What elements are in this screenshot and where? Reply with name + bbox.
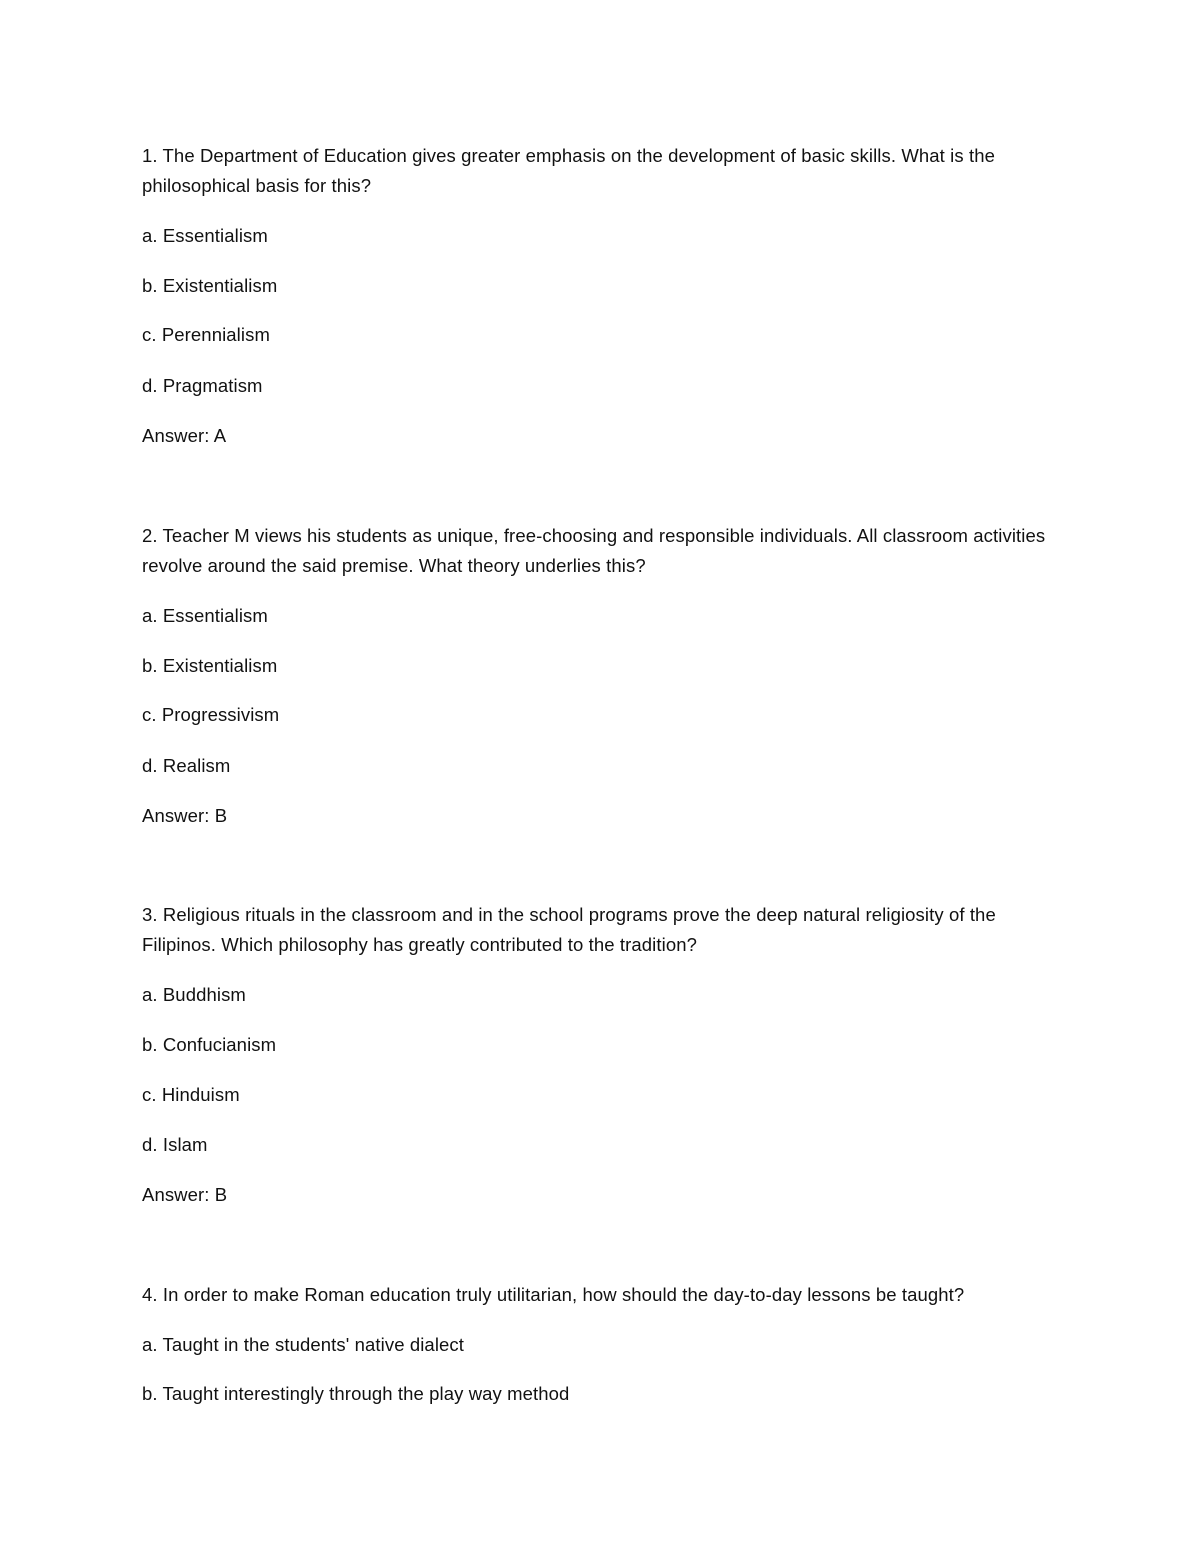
- question-3-option-d: d. Islam: [142, 1134, 208, 1155]
- question-1-option-a: a. Essentialism: [142, 225, 268, 246]
- question-1-option-c: c. Perennialism: [142, 324, 270, 345]
- question-2-text: 2. Teacher M views his students as unique, free-choosing and responsible individuals. All classroom activities revolve around the said premise. What theory underlies this?: [142, 525, 1046, 576]
- question-4-text: 4. In order to make Roman education truly utilitarian, how should the day-to-day lessons be taught?: [142, 1284, 965, 1305]
- question-3-option-c: c. Hinduism: [142, 1084, 240, 1105]
- question-2-option-d: d. Realism: [142, 755, 231, 776]
- question-2-answer: Answer: B: [142, 805, 228, 826]
- question-3-text: 3. Religious rituals in the classroom and in the school programs prove the deep natural religiosity of the Filipinos. Which philosophy has greatly contributed to the tradition?: [142, 904, 996, 955]
- question-3-answer: Answer: B: [142, 1184, 228, 1205]
- question-1-answer: Answer: A: [142, 425, 227, 446]
- question-2-option-c: c. Progressivism: [142, 704, 280, 725]
- question-1-option-d: d. Pragmatism: [142, 375, 263, 396]
- question-1-text: 1. The Department of Education gives greater emphasis on the development of basic skills. What is the philosophical basis for this?: [142, 145, 995, 196]
- question-2-option-b: b. Existentialism: [142, 655, 278, 676]
- question-4-option-a: a. Taught in the students' native dialect: [142, 1334, 465, 1355]
- question-1-option-b: b. Existentialism: [142, 275, 278, 296]
- question-4-option-b: b. Taught interestingly through the play way method: [142, 1383, 570, 1404]
- question-2-option-a: a. Essentialism: [142, 605, 268, 626]
- question-3-option-a: a. Buddhism: [142, 984, 246, 1005]
- question-3-option-b: b. Confucianism: [142, 1034, 277, 1055]
